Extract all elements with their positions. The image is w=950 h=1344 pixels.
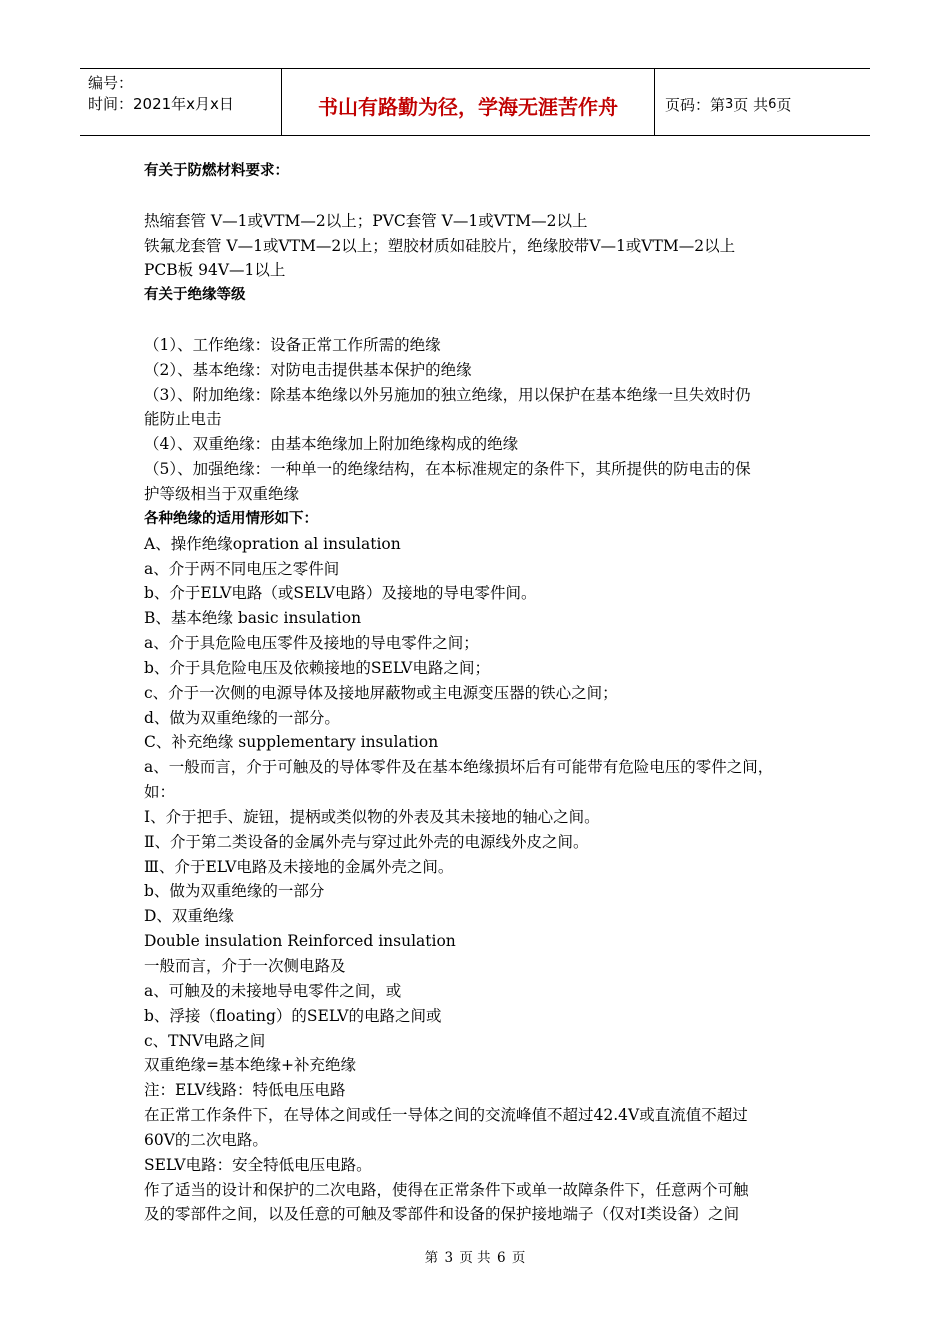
text-line: A、操作绝缘opration al insulation	[144, 534, 401, 553]
text-line: b、浮接（floating）的SELV的电路之间或	[144, 1006, 442, 1025]
header-page-label: 页码：第	[665, 95, 726, 114]
blank-line	[144, 184, 824, 209]
text-line: 如：	[144, 783, 176, 802]
text-line: b、做为双重绝缘的一部分	[144, 882, 325, 901]
text-line: SELV电路：安全特低电压电路。	[144, 1155, 372, 1174]
text-line: 双重绝缘=基本绝缘+补充绝缘	[144, 1056, 356, 1075]
footer-mid: 页 共	[459, 1250, 491, 1266]
footer-suffix: 页	[511, 1250, 526, 1266]
text-line: Double insulation Reinforced insulation	[144, 932, 456, 951]
document-body	[144, 159, 824, 1227]
header-info-cell	[80, 69, 282, 135]
text-line: （3）、附加绝缘：除基本绝缘以外另施加的独立绝缘，用以保护在基本绝缘一旦失效时仍	[144, 385, 751, 404]
page-footer	[0, 1246, 950, 1266]
section-heading: 有关于绝缘等级	[144, 287, 246, 304]
text-line: c、TNV电路之间	[144, 1031, 266, 1050]
header-page-cell	[655, 69, 870, 135]
text-line: 作了适当的设计和保护的二次电路，使得在正常条件下或单一故障条件下，任意两个可触	[144, 1180, 749, 1199]
text-line: c、介于一次侧的电源导体及接地屏蔽物或主电源变压器的铁心之间；	[144, 683, 618, 702]
footer-page-total: 6	[496, 1250, 506, 1266]
text-line: Ⅱ、介于第二类设备的金属外壳与穿过此外壳的电源线外皮之间。	[144, 832, 589, 851]
text-line: b、介于具危险电压及依赖接地的SELV电路之间；	[144, 658, 491, 677]
text-line: a、一般而言，介于可触及的导体零件及在基本绝缘损坏后有可能带有危险电压的零件之间，	[144, 758, 774, 777]
text-line: d、做为双重绝缘的一部分。	[144, 708, 340, 727]
text-line: 护等级相当于双重绝缘	[144, 484, 300, 503]
blank-line	[144, 308, 824, 333]
text-line: B、基本绝缘 basic insulation	[144, 609, 362, 628]
text-line: a、介于具危险电压零件及接地的导电零件之间；	[144, 634, 479, 653]
text-line: （1）、工作绝缘：设备正常工作所需的绝缘	[144, 335, 441, 354]
header-page-end: 页	[776, 95, 792, 114]
text-line: Ⅰ、介于把手、旋钮，提柄或类似物的外表及其未接地的轴心之间。	[144, 807, 600, 826]
text-line: PCB板 94V—1以上	[144, 261, 286, 280]
text-line: 能防止电击	[144, 410, 222, 429]
page-header	[80, 68, 870, 136]
text-line: （5）、加强绝缘：一种单一的绝缘结构，在本标准规定的条件下，其所提供的防电击的保	[144, 460, 751, 479]
header-page-mid: 页 共	[733, 95, 769, 114]
header-motto: 书山有路勤为径，学海无涯苦作舟	[282, 69, 655, 135]
header-page-current: 3	[725, 96, 734, 112]
text-line: （2）、基本绝缘：对防电击提供基本保护的绝缘	[144, 360, 472, 379]
text-line: 一般而言，介于一次侧电路及	[144, 957, 346, 975]
text-line: （4）、双重绝缘：由基本绝缘加上附加绝缘构成的绝缘	[144, 435, 519, 454]
header-page-total: 6	[768, 96, 777, 112]
section-heading: 有关于防燃材料要求：	[144, 163, 289, 179]
text-line: a、可触及的未接地导电零件之间，或	[144, 981, 402, 1000]
text-line: Ⅲ、介于ELV电路及未接地的金属外壳之间。	[144, 857, 454, 876]
text-line: 在正常工作条件下，在导体之间或任一导体之间的交流峰值不超过42.4V或直流值不超过	[144, 1106, 748, 1125]
doc-number-label: 编号：	[88, 74, 134, 92]
text-line: 注：ELV线路：特低电压电路	[144, 1081, 346, 1100]
doc-time-label: 时间：2021年x月x日	[88, 95, 234, 113]
text-line: 热缩套管 V—1或VTM—2以上；PVC套管 V—1或VTM—2以上	[144, 211, 588, 230]
text-line: D、双重绝缘	[144, 907, 234, 926]
text-line: 及的零部件之间，以及任意的可触及零部件和设备的保护接地端子（仅对I类设备）之间	[144, 1205, 740, 1224]
section-heading: 各种绝缘的适用情形如下：	[144, 510, 318, 527]
text-line: a、介于两不同电压之零件间	[144, 559, 340, 578]
text-line: C、补充绝缘 supplementary insulation	[144, 733, 439, 752]
text-line: 60V的二次电路。	[144, 1130, 268, 1149]
text-line: 铁氟龙套管 V—1或VTM—2以上；塑胶材质如硅胶片，绝缘胶带V—1或VTM—2以上	[144, 236, 736, 255]
footer-prefix: 第	[424, 1250, 439, 1266]
footer-page-current: 3	[444, 1250, 454, 1266]
text-line: b、介于ELV电路（或SELV电路）及接地的导电零件间。	[144, 584, 537, 603]
